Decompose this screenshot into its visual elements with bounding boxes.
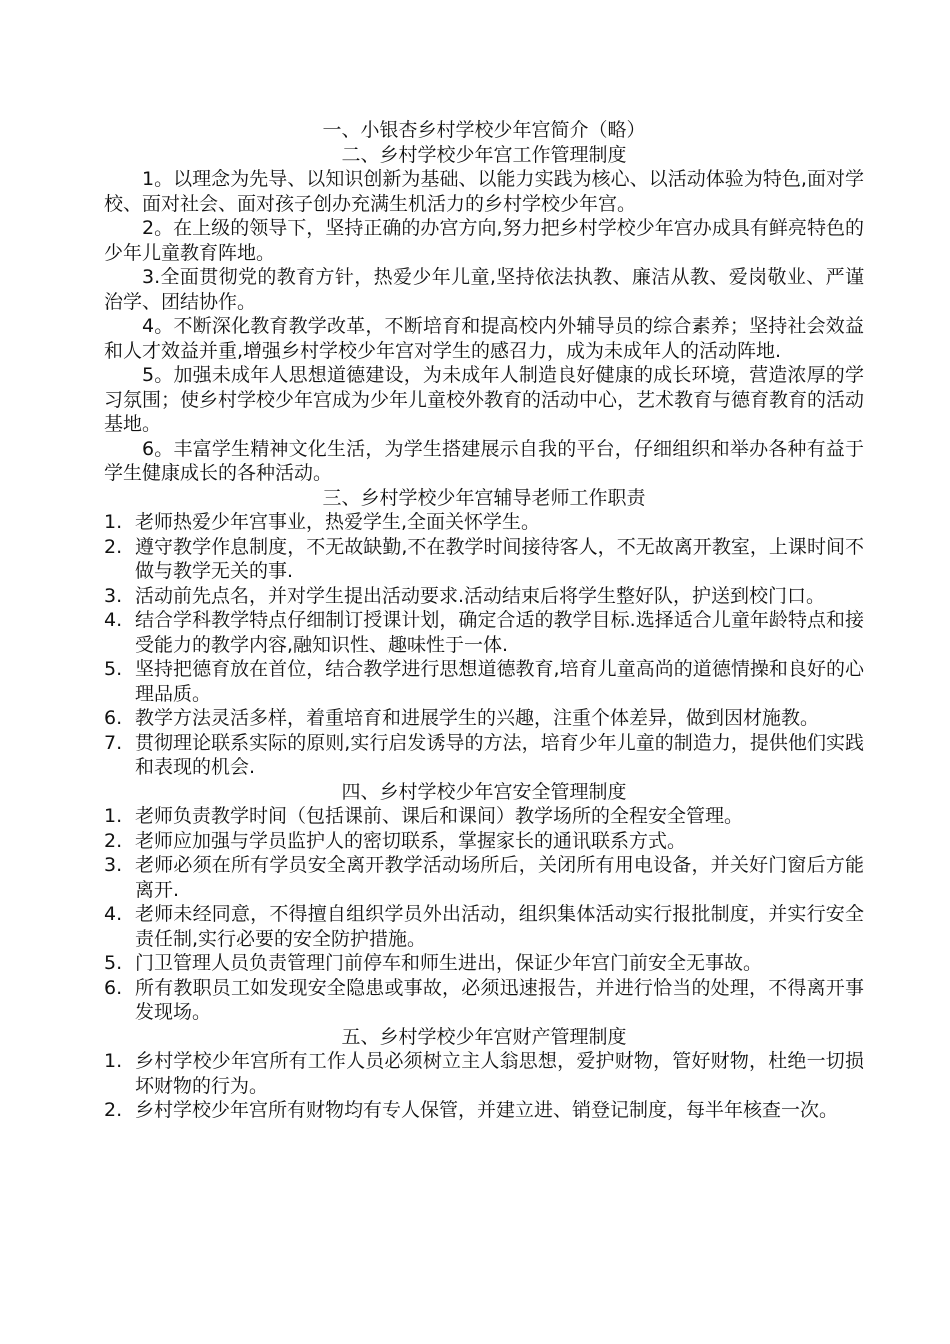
document-page: [104, 118, 864, 1123]
list-item: [104, 535, 864, 584]
list-item-text: 结合学科教学特点仔细制订授课计划，确定合适的教学目标.选择适合儿童年龄特点和接受能力的教学内容,融知识性、趣味性于一体.: [135, 609, 864, 656]
list-item-text: 乡村学校少年宫所有工作人员必须树立主人翁思想，爱护财物，管好财物，杜绝一切损坏财物的行为。: [135, 1050, 864, 1097]
list-item: [104, 951, 864, 976]
list-item: [104, 804, 864, 829]
list-number: 4.: [104, 903, 123, 925]
list-item-text: 坚持把德育放在首位，结合教学进行思想道德教育,培育儿童高尚的道德情操和良好的心理品质。: [135, 658, 864, 705]
section-heading-intro: 一、小银杏乡村学校少年宫简介（略）: [322, 119, 646, 141]
list-item-text: 教学方法灵活多样，着重培育和进展学生的兴趣，注重个体差异，做到因材施教。: [135, 707, 820, 729]
section-heading-teacher-duties: 三、乡村学校少年宫辅导老师工作职责: [322, 486, 646, 509]
list-item-text: 乡村学校少年宫所有财物均有专人保管，并建立进、销登记制度，每半年核查一次。: [135, 1099, 839, 1121]
list-item: [104, 657, 864, 706]
list-item: [104, 853, 864, 902]
paragraph: 2。在上级的领导下，坚持正确的办宫方向,努力把乡村学校少年宫办成具有鲜亮特色的少年儿童教育阵地。: [104, 217, 864, 264]
list-item: [104, 706, 864, 731]
list-number: 1.: [104, 1050, 123, 1072]
list-item: [104, 902, 864, 951]
list-item: [104, 1049, 864, 1098]
list-item: [104, 1098, 864, 1123]
section-heading-work-rules: 二、乡村学校少年宫工作管理制度: [341, 143, 627, 166]
list-item: [104, 829, 864, 854]
list-item-text: 老师热爱少年宫事业，热爱学生,全面关怀学生。: [135, 511, 541, 533]
section-heading-safety-rules: 四、乡村学校少年宫安全管理制度: [341, 780, 627, 803]
safety-rules-list: [104, 804, 864, 1025]
list-item-text: 所有教职员工如发现安全隐患或事故，必须迅速报告，并进行恰当的处理，不得离开事发现场。: [135, 976, 864, 1023]
paragraph: 6。丰富学生精神文化生活，为学生搭建展示自我的平台，仔细组织和举办各种有益于学生健康成长的各种活动。: [104, 437, 864, 484]
teacher-duties-list: [104, 510, 864, 780]
list-item-text: 遵守教学作息制度，不无故缺勤,不在教学时间接待客人，不无故离开教室，上课时间不做与教学无关的事.: [135, 535, 864, 582]
list-item-text: 老师负责教学时间（包括课前、课后和课间）教学场所的全程安全管理。: [135, 805, 744, 827]
list-number: 7.: [104, 731, 123, 754]
paragraph: 1。以理念为先导、以知识创新为基础、以能力实践为核心、以活动体验为特色,面对学校、面对社会、面对孩子创办充满生机活力的乡村学校少年宫。: [104, 168, 864, 215]
list-item: [104, 510, 864, 535]
list-number: 2.: [104, 535, 123, 558]
section-heading-property-rules: 五、乡村学校少年宫财产管理制度: [341, 1025, 627, 1048]
list-number: 4.: [104, 609, 123, 631]
paragraph: 3.全面贯彻党的教育方针，热爱少年儿童,坚持依法执教、廉洁从教、爱岗敬业、严谨治学、团结协作。: [104, 266, 864, 313]
property-rules-list: [104, 1049, 864, 1123]
list-number: 1.: [104, 805, 123, 827]
list-number: 5.: [104, 658, 123, 680]
list-item-text: 老师未经同意，不得擅自组织学员外出活动，组织集体活动实行报批制度，并实行安全责任制,实行必要的安全防护措施。: [135, 903, 864, 950]
list-number: 6.: [104, 976, 123, 999]
list-number: 6.: [104, 707, 123, 729]
list-number: 2.: [104, 1099, 123, 1121]
list-item: [104, 976, 864, 1025]
list-item: [104, 608, 864, 657]
paragraph: 4。不断深化教育教学改革，不断培育和提高校内外辅导员的综合素养；坚持社会效益和人才效益并重,增强乡村学校少年宫对学生的感召力，成为未成年人的活动阵地.: [104, 315, 864, 362]
list-number: 3.: [104, 584, 123, 607]
list-number: 5.: [104, 952, 123, 974]
list-item: [104, 584, 864, 609]
list-number: 2.: [104, 829, 123, 852]
list-item-text: 活动前先点名，并对学生提出活动要求.活动结束后将学生整好队，护送到校门口。: [135, 584, 826, 607]
list-item: [104, 731, 864, 780]
list-item-text: 老师应加强与学员监护人的密切联系，掌握家长的通讯联系方式。: [135, 829, 687, 852]
list-item-text: 老师必须在所有学员安全离开教学活动场所后，关闭所有用电设备，并关好门窗后方能离开.: [135, 854, 864, 901]
list-item-text: 贯彻理论联系实际的原则,实行启发诱导的方法，培育少年儿童的制造力，提供他们实践和表现的机会.: [135, 731, 864, 778]
list-number: 3.: [104, 854, 123, 876]
paragraph: 5。加强未成年人思想道德建设，为未成年人制造良好健康的成长环境，营造浓厚的学习氛围；使乡村学校少年宫成为少年儿童校外教育的活动中心，艺术教育与德育教育的活动基地。: [104, 364, 865, 435]
list-number: 1.: [104, 511, 123, 533]
list-item-text: 门卫管理人员负责管理门前停车和师生进出，保证少年宫门前安全无事故。: [135, 952, 763, 974]
